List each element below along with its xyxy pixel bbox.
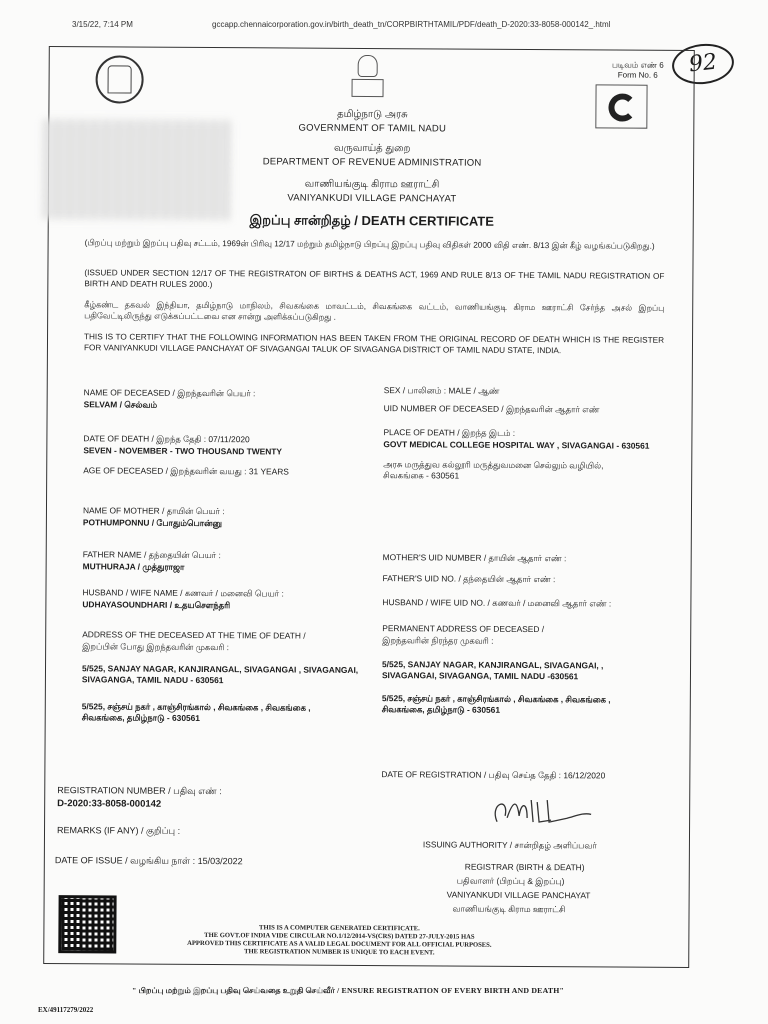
spouse-name: UDHAYASOUNDHARI / உதயசௌந்தரி (82, 599, 231, 611)
panchayat-ta: வாணியங்குடி கிராம ஊராட்சி (304, 178, 440, 191)
computer-generated-notice: THIS IS A COMPUTER GENERATED CERTIFICATE. THE GOVT.OF INDIA VIDE CIRCULAR NO.1/12/2014-VS(CRS) DATED 27-JULY-2015 HAS APPROVED THIS CERTIFICATE AS A VALID LEGAL DOCUMENT FOR ALL OFFICIAL PURPOSES. THE REGISTRATION NUMBER IS UNIQUE TO EACH EVENT. (187, 924, 492, 957)
issued-under-en: (ISSUED UNDER SECTION 12/17 OF THE REGISTRATON OF BIRTHS & DEATHS ACT, 1969 AND RULE 8/13 OF THE TAMIL NADU REGISTRATION OF BIRTH AND DEATH RULES 2000.) (84, 268, 665, 290)
registration-number: D-2020:33-8058-000142 (57, 798, 162, 810)
deceased-name: SELVAM / செல்வம் (83, 399, 158, 410)
place-of-death: GOVT MEDICAL COLLEGE HOSPITAL WAY , SIVAGANGAI - 630561 (383, 439, 650, 451)
remarks: REMARKS (IF ANY) / குறிப்பு : (56, 825, 181, 836)
registrar-en: REGISTRAR (BIRTH & DEATH) (464, 861, 585, 873)
spouse-name-label: HUSBAND / WIFE NAME / கணவர் / மனைவி பெயர் : (82, 587, 284, 599)
age-of-deceased: AGE OF DECEASED / இறந்தவரின் வயது : 31 YEARS (83, 465, 289, 477)
tamil-nadu-emblem-icon (95, 55, 143, 103)
issued-under-ta: (பிறப்பு மற்றும் இறப்பு பதிவு சட்டம், 1969ன் பிரிவு 12/17 மற்றும் தமிழ்நாடு பிறப்பு இறப்பு பதிவு விதிகள் 2000 விதி எண். 8/13 இன் கீழ் வழங்கப்படுகிறது.) (84, 238, 655, 251)
address-label-ta: இறப்பின் போது இறந்தவரின் முகவரி : (82, 641, 230, 653)
mother-name-label: NAME OF MOTHER / தாயின் பெயர் : (82, 505, 225, 517)
deceased-name-label: NAME OF DECEASED / இறந்தவரின் பெயர் : (83, 387, 256, 399)
form-number: படிவம் எண் 6 Form No. 6 (611, 60, 664, 80)
father-uid: FATHER'S UID NO. / தந்தையின் ஆதார் எண் : (382, 573, 556, 585)
place-of-death-label: PLACE OF DEATH / இறந்த இடம் : (383, 427, 516, 438)
blurred-stamp (43, 119, 232, 220)
ashoka-emblem-icon (347, 55, 387, 101)
registration-slogan: " பிறப்பு மற்றும் இறப்பு பதிவு செய்வதை உறுதி செய்வீர் / ENSURE REGISTRATION OF EVERY BIRTH AND DEATH" (132, 986, 565, 995)
death-certificate (43, 46, 695, 968)
father-name: MUTHURAJA / முத்துராஜா (82, 561, 185, 572)
date-of-death-words: SEVEN - NOVEMBER - TWO THOUSAND TWENTY (83, 445, 283, 457)
place-of-death-ta: அரசு மருத்துவ கல்லூரி மருத்துவமனை செல்லும் வழியில், சிவகங்கை - 630561 (383, 459, 604, 481)
mother-uid: MOTHER'S UID NUMBER / தாயின் ஆதார் எண் : (382, 552, 567, 564)
certify-ta: கீழ்கண்ட தகவல் இந்தியா, தமிழ்நாடு மாநிலம், சிவகங்கை மாவட்டம், சிவகங்கை வட்டம், வாணியங்குடி கிராம ஊராட்சி சேர்ந்த அசல் இறப்பு பதிவேட்டிலிருந்து எடுக்கப்பட்டவை என சான்று அளிக்கப்படுகிறது . (84, 300, 665, 322)
father-name-label: FATHER NAME / தந்தையின் பெயர் : (82, 549, 221, 561)
govt-en: GOVERNMENT OF TAMIL NADU (298, 122, 447, 135)
authority-panchayat-ta: வாணியங்குடி கிராம ஊராட்சி (452, 903, 566, 915)
address-ta: 5/525, சஞ்சய் நகர் , காஞ்சிரங்கால் , சிவகங்கை , சிவகங்கை , சிவகங்கை, தமிழ்நாடு - 630561 (81, 701, 311, 723)
registrar-ta: பதிவாளர் (பிறப்பு & இறப்பு) (456, 875, 565, 887)
registrar-signature (487, 792, 597, 835)
print-timestamp: 3/15/22, 7:14 PM (72, 20, 133, 29)
date-of-issue: DATE OF ISSUE / வழங்கிய நாள் : 15/03/2022 (54, 855, 243, 867)
panchayat-en: VANIYANKUDI VILLAGE PANCHAYAT (287, 192, 457, 205)
permanent-address-ta: 5/525, சஞ்சய் நகர் , காஞ்சிரங்கால் , சிவகங்கை , சிவகங்கை , சிவகங்கை, தமிழ்நாடு - 630561 (381, 693, 611, 715)
qr-code-icon[interactable] (58, 895, 116, 953)
issuing-authority: ISSUING AUTHORITY / சான்றிதழ் அளிப்பவர் (422, 839, 597, 851)
registration-date: DATE OF REGISTRATION / பதிவு செய்த தேதி : 16/12/2020 (381, 769, 606, 781)
sex: SEX / பாலினம் : MALE / ஆண் (383, 385, 500, 396)
govt-ta: தமிழ்நாடு அரசு (337, 108, 408, 121)
dept-en: DEPARTMENT OF REVENUE ADMINISTRATION (262, 156, 482, 169)
print-url[interactable]: gccapp.chennaicorporation.gov.in/birth_death_tn/CORPBIRTHTAMIL/PDF/death_D-2020:33-8058-000142_.html (212, 20, 611, 29)
certificate-title: இறப்பு சான்றிதழ் / DEATH CERTIFICATE (249, 212, 494, 229)
address-en: 5/525, SANJAY NAGAR, KANJIRANGAL, SIVAGANGAI , SIVAGANGAI, SIVAGANGA, TAMIL NADU - 630561 (81, 663, 359, 686)
permanent-address-label-ta: இறந்தவரின் நிரந்தர முகவரி : (382, 635, 494, 646)
permanent-address-en: 5/525, SANJAY NAGAR, KANJIRANGAL, SIVAGANGAI, , SIVAGANGAI, SIVAGANGA, TAMIL NADU -630561 (381, 659, 604, 682)
certify-en: THIS IS TO CERTIFY THAT THE FOLLOWING INFORMATION HAS BEEN TAKEN FROM THE ORIGINAL RECORD OF DEATH WHICH IS THE REGISTER FOR VANIYANKUDI VILLAGE PANCHAYAT OF SIVAGANGAI TALUK OF SIVAGANGA DISTRICT OF TAMIL NADU STATE, INDIA. (83, 332, 665, 356)
handwritten-page-number: 92 (670, 41, 736, 87)
permanent-address-label-en: PERMANENT ADDRESS OF DECEASED / (382, 623, 545, 635)
authority-panchayat-en: VANIYANKUDI VILLAGE PANCHAYAT (446, 889, 591, 901)
date-of-death: DATE OF DEATH / இறந்த தேதி : 07/11/2020 (83, 433, 250, 445)
registration-number-label: REGISTRATION NUMBER / பதிவு எண் : (57, 785, 222, 797)
mother-name: POTHUMPONNU / போதும்பொன்னு (82, 517, 222, 529)
document-code: EX/49117279/2022 (38, 1006, 94, 1014)
address-label-en: ADDRESS OF THE DECEASED AT THE TIME OF DEATH / (82, 629, 306, 641)
deceased-uid-label: UID NUMBER OF DECEASED / இறந்தவரின் ஆதார் எண் (383, 403, 600, 415)
dept-ta: வருவாய்த் துறை (333, 142, 411, 155)
spouse-uid: HUSBAND / WIFE UID NO. / கணவர் / மனைவி ஆதார் எண் : (382, 597, 612, 609)
